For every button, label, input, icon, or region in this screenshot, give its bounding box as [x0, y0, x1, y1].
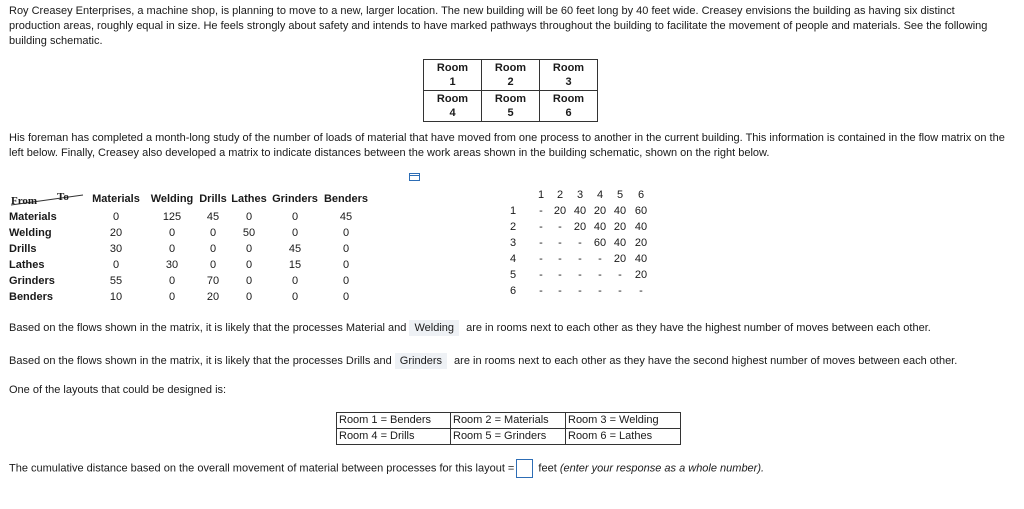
distance-cell: -: [539, 205, 543, 217]
flow-row: [9, 225, 371, 241]
question-2: Based on the flows shown in the matrix, it is likely that the processes Drills and Grinders are in rooms next to each other as they have the second highest number of moves between each other.: [9, 355, 958, 367]
flow-row: [9, 257, 371, 273]
layout-cell: Room 2 = Materials: [451, 413, 566, 429]
flow-cell: 50: [242, 227, 256, 239]
flow-col-header: Materials: [92, 193, 140, 205]
distance-cell: -: [558, 269, 562, 281]
building-schematic: [423, 59, 598, 122]
distance-cell: -: [598, 253, 602, 265]
distance-row-label: 2: [510, 221, 517, 233]
flow-row: [9, 273, 371, 289]
distance-col-header: 6: [637, 189, 645, 201]
layout-table: [336, 412, 681, 445]
flow-cell: 15: [288, 259, 302, 271]
distance-cell: 20: [573, 221, 587, 233]
flow-from-label: From: [11, 195, 38, 207]
distance-cell: 40: [634, 253, 648, 265]
distance-cell: -: [578, 253, 582, 265]
distance-cell: -: [558, 237, 562, 249]
flow-row: [9, 241, 371, 257]
flow-cell: 45: [206, 211, 220, 223]
flow-matrix: [9, 189, 371, 305]
distance-cell: -: [558, 285, 562, 297]
flow-cell: 10: [109, 291, 123, 303]
flow-cell: 20: [109, 227, 123, 239]
distance-cell: 60: [634, 205, 648, 217]
distance-cell: 40: [613, 237, 627, 249]
flow-cell: 0: [245, 243, 253, 255]
flow-row-label: Benders: [9, 291, 54, 303]
distance-cell: 20: [634, 237, 648, 249]
distance-row: [510, 267, 652, 283]
flow-cell: 45: [339, 211, 353, 223]
distance-answer-input[interactable]: [516, 459, 533, 478]
foreman-paragraph: His foreman has completed a month-long study of the number of loads of material that have moved from one process to another in the current building. This information is contained in the flow matrix on the left below. Finally, Creasey also developed a matrix to indicate distances between the work areas shown in the building schematic, shown on the right below.: [9, 132, 1005, 159]
flow-col-header: Benders: [323, 193, 369, 205]
distance-row: [510, 235, 652, 251]
flow-row-label: Grinders: [9, 275, 55, 287]
flow-cell: 0: [209, 227, 217, 239]
layout-cell: Room 1 = Benders: [337, 413, 451, 429]
distance-cell: 20: [553, 205, 567, 217]
flow-cell: 0: [168, 291, 176, 303]
flow-cell: 30: [109, 243, 123, 255]
flow-cell: 30: [165, 259, 179, 271]
copy-icon[interactable]: [409, 173, 421, 182]
flow-row-label: Welding: [9, 227, 52, 239]
flow-cell: 0: [291, 227, 299, 239]
flow-cell: 20: [206, 291, 220, 303]
flow-cell: 0: [245, 259, 253, 271]
flow-cell: 0: [291, 211, 299, 223]
flow-col-header: Grinders: [272, 193, 318, 205]
flow-cell: 0: [291, 275, 299, 287]
distance-cell: -: [618, 285, 622, 297]
flow-cell: 125: [162, 211, 182, 223]
flow-cell: 45: [288, 243, 302, 255]
flow-cell: 0: [291, 291, 299, 303]
room-cell: Room 1: [424, 60, 482, 91]
distance-cell: -: [578, 285, 582, 297]
distance-row-label: 6: [510, 285, 517, 297]
distance-row: [510, 283, 652, 299]
flow-cell: 0: [209, 259, 217, 271]
flow-cell: 0: [168, 243, 176, 255]
flow-cell: 0: [168, 275, 176, 287]
flow-cell: 0: [342, 243, 350, 255]
distance-header-row: [510, 187, 652, 203]
flow-row-label: Drills: [9, 243, 37, 255]
distance-cell: 40: [634, 221, 648, 233]
distance-row-label: 4: [510, 253, 517, 265]
intro-paragraph: Roy Creasey Enterprises, a machine shop, is planning to move to a new, larger location. The new building will be 60 feet long by 40 feet wide. Creasey envisions the building as having six distinct production areas, roughly equal in size. He feels strongly about safety and intends to have marked pathways throughout the building to facilitate the movement of people and materials. See the following building schematic.: [9, 5, 988, 47]
distance-col-header: 4: [596, 189, 604, 201]
flow-cell: 0: [245, 291, 253, 303]
distance-cell: -: [578, 237, 582, 249]
flow-row-label: Lathes: [9, 259, 45, 271]
distance-col-header: 1: [537, 189, 545, 201]
layout-cell: Room 5 = Grinders: [451, 429, 566, 445]
distance-cell: 40: [613, 205, 627, 217]
distance-cell: -: [639, 285, 643, 297]
distance-cell: 40: [593, 221, 607, 233]
layout-cell: Room 3 = Welding: [566, 413, 681, 429]
distance-cell: -: [578, 269, 582, 281]
distance-row-label: 3: [510, 237, 517, 249]
flow-row-label: Materials: [9, 211, 57, 223]
flow-cell: 0: [342, 291, 350, 303]
flow-col-header: Welding: [150, 193, 194, 205]
distance-col-header: 5: [616, 189, 624, 201]
distance-col-header: 3: [576, 189, 584, 201]
flow-cell: 0: [342, 259, 350, 271]
flow-cell: 0: [112, 211, 120, 223]
room-cell: Room 6: [540, 91, 598, 122]
flow-cell: 70: [206, 275, 220, 287]
room-cell: Room 5: [482, 91, 540, 122]
layout-intro: One of the layouts that could be designed is:: [9, 384, 227, 396]
distance-cell: 20: [593, 205, 607, 217]
distance-cell: 40: [573, 205, 587, 217]
room-cell: Room 3: [540, 60, 598, 91]
distance-cell: 60: [593, 237, 607, 249]
distance-matrix: [510, 187, 652, 299]
distance-cell: -: [558, 253, 562, 265]
distance-row: [510, 203, 652, 219]
room-cell: Room 4: [424, 91, 482, 122]
flow-cell: 0: [112, 259, 120, 271]
distance-cell: 20: [634, 269, 648, 281]
distance-cell: -: [598, 269, 602, 281]
distance-cell: 20: [613, 253, 627, 265]
flow-cell: 0: [209, 243, 217, 255]
distance-cell: -: [539, 221, 543, 233]
flow-row: [9, 289, 371, 305]
flow-cell: 0: [342, 275, 350, 287]
flow-cell: 0: [168, 227, 176, 239]
flow-cell: 0: [342, 227, 350, 239]
distance-row-label: 1: [510, 205, 517, 217]
distance-cell: -: [618, 269, 622, 281]
distance-row: [510, 219, 652, 235]
q2-answer-select[interactable]: Grinders: [395, 353, 447, 369]
flow-row: [9, 209, 371, 225]
flow-col-header: Lathes: [231, 193, 267, 205]
distance-cell: 20: [613, 221, 627, 233]
distance-cell: -: [539, 237, 543, 249]
flow-cell: 0: [245, 275, 253, 287]
layout-cell: Room 6 = Lathes: [566, 429, 681, 445]
distance-cell: -: [539, 253, 543, 265]
room-cell: Room 2: [482, 60, 540, 91]
distance-cell: -: [598, 285, 602, 297]
distance-row-label: 5: [510, 269, 517, 281]
flow-to-label: To: [57, 191, 69, 203]
question-1: Based on the flows shown in the matrix, it is likely that the processes Material and Welding are in rooms next to each other as they have the highest number of moves between each other.: [9, 322, 931, 334]
distance-cell: -: [539, 285, 543, 297]
distance-cell: -: [539, 269, 543, 281]
final-question: The cumulative distance based on the overall movement of material between processes for this layout = feet (enter your response as a whole number).: [9, 459, 764, 478]
distance-cell: -: [558, 221, 562, 233]
distance-row: [510, 251, 652, 267]
q1-answer-select[interactable]: Welding: [409, 320, 459, 336]
distance-col-header: 2: [556, 189, 564, 201]
flow-cell: 0: [245, 211, 253, 223]
flow-col-header: Drills: [199, 193, 227, 205]
flow-cell: 55: [109, 275, 123, 287]
layout-cell: Room 4 = Drills: [337, 429, 451, 445]
